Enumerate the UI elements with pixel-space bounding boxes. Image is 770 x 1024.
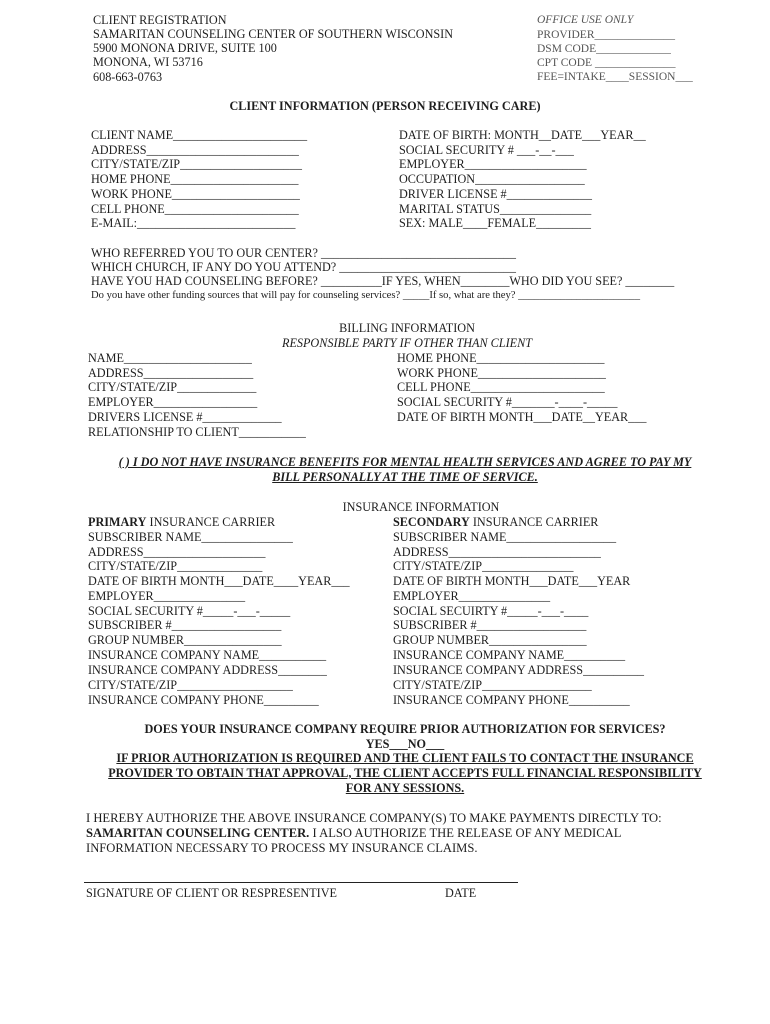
client-marital-field[interactable]: MARITAL STATUS_______________ xyxy=(399,202,592,216)
client-sex-field[interactable]: SEX: MALE____FEMALE_________ xyxy=(399,216,591,230)
primary-company-city-field[interactable]: CITY/STATE/ZIP___________________ xyxy=(88,678,293,692)
billing-work-phone-field[interactable]: WORK PHONE_____________________ xyxy=(397,366,606,380)
office-dsm-field[interactable]: DSM CODE_____________ xyxy=(537,43,671,55)
prior-auth-yes-no[interactable]: YES___NO___ xyxy=(365,737,445,751)
primary-subscriber-name-field[interactable]: SUBSCRIBER NAME_______________ xyxy=(88,530,293,544)
secondary-dob-field[interactable]: DATE OF BIRTH MONTH___DATE___YEAR xyxy=(393,574,631,588)
billing-home-phone-field[interactable]: HOME PHONE_____________________ xyxy=(397,351,605,365)
client-dob-field[interactable]: DATE OF BIRTH: MONTH__DATE___YEAR__ xyxy=(399,128,646,142)
secondary-city-field[interactable]: CITY/STATE/ZIP_______________ xyxy=(393,559,574,573)
primary-company-name-field[interactable]: INSURANCE COMPANY NAME___________ xyxy=(88,648,327,662)
client-home-phone-field[interactable]: HOME PHONE_____________________ xyxy=(91,172,299,186)
secondary-subscriber-name-field[interactable]: SUBSCRIBER NAME__________________ xyxy=(393,530,617,544)
billing-relationship-field[interactable]: RELATIONSHIP TO CLIENT___________ xyxy=(88,425,306,439)
client-email-field[interactable]: E-MAIL:__________________________ xyxy=(91,216,296,230)
client-occupation-field[interactable]: OCCUPATION__________________ xyxy=(399,172,585,186)
client-ssn-field[interactable]: SOCIAL SECURITY # ___-__-___ xyxy=(399,143,574,157)
authorization-line-2-text: I ALSO AUTHORIZE THE RELEASE OF ANY MEDICAL xyxy=(309,826,622,840)
client-employer-field[interactable]: EMPLOYER____________________ xyxy=(399,157,587,171)
signature-date-label: DATE xyxy=(445,886,477,900)
prior-auth-warning-2: PROVIDER TO OBTAIN THAT APPROVAL, THE CLIENT ACCEPTS FULL FINANCIAL RESPONSIBILITY xyxy=(108,766,702,780)
client-cell-phone-field[interactable]: CELL PHONE______________________ xyxy=(91,202,299,216)
client-address-field[interactable]: ADDRESS_________________________ xyxy=(91,143,299,157)
secondary-company-city-field[interactable]: CITY/STATE/ZIP__________________ xyxy=(393,678,592,692)
billing-employer-field[interactable]: EMPLOYER_________________ xyxy=(88,395,258,409)
billing-license-field[interactable]: DRIVERS LICENSE #_____________ xyxy=(88,410,282,424)
authorization-line-2 xyxy=(86,826,621,840)
client-city-field[interactable]: CITY/STATE/ZIP____________________ xyxy=(91,157,302,171)
billing-cell-phone-field[interactable]: CELL PHONE______________________ xyxy=(397,380,605,394)
billing-dob-field[interactable]: DATE OF BIRTH MONTH___DATE__YEAR___ xyxy=(397,410,647,424)
client-work-phone-field[interactable]: WORK PHONE_____________________ xyxy=(91,187,300,201)
org-street: 5900 MONONA DRIVE, SUITE 100 xyxy=(93,41,277,55)
funding-sources-question[interactable]: Do you have other funding sources that will pay for counseling services? _____If so, what are they? _______________________ xyxy=(91,290,640,301)
secondary-carrier-text: INSURANCE CARRIER xyxy=(469,515,599,529)
primary-carrier-label xyxy=(88,515,275,529)
no-insurance-line2: BILL PERSONALLY AT THE TIME OF SERVICE. xyxy=(272,470,538,484)
signature-line[interactable] xyxy=(84,882,518,883)
office-use-title: OFFICE USE ONLY xyxy=(537,14,634,26)
secondary-employer-field[interactable]: EMPLOYER_______________ xyxy=(393,589,551,603)
secondary-subscriber-number-field[interactable]: SUBSCRIBER #__________________ xyxy=(393,618,587,632)
secondary-company-phone-field[interactable]: INSURANCE COMPANY PHONE__________ xyxy=(393,693,630,707)
client-info-heading: CLIENT INFORMATION (PERSON RECEIVING CARE) xyxy=(229,99,541,113)
secondary-company-address-field[interactable]: INSURANCE COMPANY ADDRESS__________ xyxy=(393,663,645,677)
secondary-ssn-field[interactable]: SOCIAL SECUIRTY #_____-___-____ xyxy=(393,604,589,618)
billing-name-field[interactable]: NAME_____________________ xyxy=(88,351,252,365)
church-question[interactable]: WHICH CHURCH, IF ANY DO YOU ATTEND? _____________________________ xyxy=(91,260,516,274)
signature-label: SIGNATURE OF CLIENT OR RESPRESENTIVE xyxy=(86,886,337,900)
no-insurance-checkbox[interactable]: ( ) I DO NOT HAVE INSURANCE BENEFITS FOR MENTAL HEALTH SERVICES AND AGREE TO PAY MY xyxy=(118,455,692,469)
primary-label: PRIMARY xyxy=(88,515,147,529)
client-license-field[interactable]: DRIVER LICENSE #______________ xyxy=(399,187,592,201)
org-name: SAMARITAN COUNSELING CENTER OF SOUTHERN WISCONSIN xyxy=(93,27,454,41)
primary-company-phone-field[interactable]: INSURANCE COMPANY PHONE_________ xyxy=(88,693,319,707)
primary-employer-field[interactable]: EMPLOYER_______________ xyxy=(88,589,246,603)
billing-heading: BILLING INFORMATION xyxy=(339,321,475,335)
primary-subscriber-number-field[interactable]: SUBSCRIBER #__________________ xyxy=(88,618,282,632)
primary-dob-field[interactable]: DATE OF BIRTH MONTH___DATE____YEAR___ xyxy=(88,574,350,588)
primary-address-field[interactable]: ADDRESS____________________ xyxy=(88,545,266,559)
referral-question[interactable]: WHO REFERRED YOU TO OUR CENTER? ________________________________ xyxy=(91,246,516,260)
org-city: MONONA, WI 53716 xyxy=(93,55,203,69)
billing-city-field[interactable]: CITY/STATE/ZIP_____________ xyxy=(88,380,257,394)
secondary-carrier-label xyxy=(393,515,598,529)
form-title: CLIENT REGISTRATION xyxy=(93,13,227,27)
secondary-label: SECONDARY xyxy=(393,515,470,529)
billing-ssn-field[interactable]: SOCIAL SECURITY #_______-____-_____ xyxy=(397,395,618,409)
office-cpt-field[interactable]: CPT CODE ______________ xyxy=(537,57,676,69)
primary-ssn-field[interactable]: SOCIAL SECURITY #_____-___-_____ xyxy=(88,604,291,618)
primary-company-address-field[interactable]: INSURANCE COMPANY ADDRESS________ xyxy=(88,663,327,677)
primary-carrier-text: INSURANCE CARRIER xyxy=(146,515,276,529)
office-provider-field[interactable]: PROVIDER______________ xyxy=(537,29,676,41)
client-name-field[interactable]: CLIENT NAME______________________ xyxy=(91,128,308,142)
primary-city-field[interactable]: CITY/STATE/ZIP______________ xyxy=(88,559,263,573)
authorization-org: SAMARITAN COUNSELING CENTER. xyxy=(86,826,310,840)
primary-group-number-field[interactable]: GROUP NUMBER________________ xyxy=(88,633,282,647)
office-fee-field[interactable]: FEE=INTAKE____SESSION___ xyxy=(537,71,693,83)
org-phone: 608-663-0763 xyxy=(93,70,163,84)
insurance-heading: INSURANCE INFORMATION xyxy=(342,500,500,514)
billing-address-field[interactable]: ADDRESS__________________ xyxy=(88,366,254,380)
authorization-line-1: I HEREBY AUTHORIZE THE ABOVE INSURANCE COMPANY(S) TO MAKE PAYMENTS DIRECTLY TO: xyxy=(86,811,662,825)
prior-auth-warning-1: IF PRIOR AUTHORIZATION IS REQUIRED AND THE CLIENT FAILS TO CONTACT THE INSURANCE xyxy=(116,751,694,765)
secondary-company-name-field[interactable]: INSURANCE COMPANY NAME__________ xyxy=(393,648,626,662)
billing-subheading: RESPONSIBLE PARTY IF OTHER THAN CLIENT xyxy=(282,336,532,350)
secondary-address-field[interactable]: ADDRESS_________________________ xyxy=(393,545,601,559)
secondary-group-number-field[interactable]: GROUP NUMBER________________ xyxy=(393,633,587,647)
counseling-before-question[interactable]: HAVE YOU HAD COUNSELING BEFORE? __________IF YES, WHEN________WHO DID YOU SEE? ________ xyxy=(91,274,675,288)
authorization-line-3: INFORMATION NECESSARY TO PROCESS MY INSURANCE CLAIMS. xyxy=(86,841,478,855)
prior-auth-warning-3: FOR ANY SESSIONS. xyxy=(345,781,465,795)
prior-auth-question: DOES YOUR INSURANCE COMPANY REQUIRE PRIOR AUTHORIZATION FOR SERVICES? xyxy=(144,722,666,736)
